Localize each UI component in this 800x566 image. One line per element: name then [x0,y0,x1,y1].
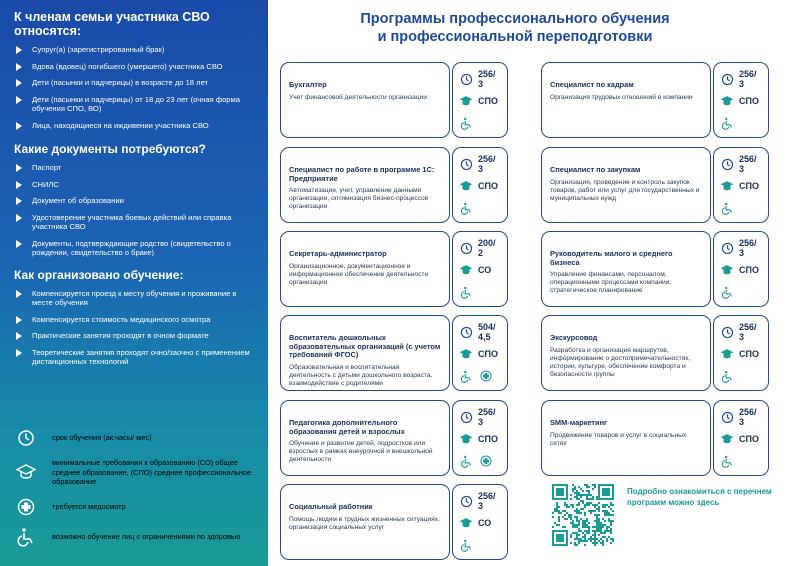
docs-heading: Какие документы потребуются? [14,142,206,156]
graduation-cap-icon [459,432,473,446]
legend [14,428,259,557]
org-list [14,289,256,367]
legend-text: минимальные требования к образованию (СО) общее среднее образование, (СПО) среднее профессиональное образование [52,458,252,486]
clock-icon [720,72,734,86]
graduation-cap-icon [459,94,473,108]
list-item: Супруг(а) (зарегистрированный брак) [14,45,256,55]
list-item: Дети (пасынки и падчерицы) от 18 до 23 лет (очная форма обучения СПО, ВО) [14,95,256,114]
program-description: Продвижение товаров и услуг в социальных сетях [550,431,687,447]
program-name: Специалист по кадрам [550,80,634,89]
program-level: СО [478,265,492,275]
clock-icon [720,410,734,424]
arrow-icon [16,46,22,54]
program-name: Руководитель малого и среднего бизнеса [550,249,673,267]
program-info [713,400,769,476]
wheelchair-icon [459,538,473,552]
program-level: СПО [739,434,759,444]
program-level: СПО [478,96,498,106]
wheelchair-icon [720,454,734,468]
graduation-cap-icon [720,263,734,277]
list-item: Теоретические занятия проходят очно/заочно с применением дистанционных технологий [14,348,256,367]
clock-icon [459,410,473,424]
wheelchair-icon [459,454,473,468]
program-description: Разработка и организация маршрутов, информирование о достопримечательностях, истории, культуре, обеспечение комфорта и безопасности группы [550,346,691,378]
graduation-cap-icon [720,347,734,361]
program-duration: 256/ 3 [478,491,496,511]
clock-icon [720,157,734,171]
arrow-icon [16,332,22,340]
legend-item [14,458,259,487]
program-info [452,400,508,476]
clock-icon [459,241,473,255]
program-duration: 256/ 3 [478,154,496,174]
program-card [541,147,711,223]
program-info [713,147,769,223]
program-duration: 256/ 3 [739,238,757,258]
wheelchair-icon [720,285,734,299]
program-card [541,231,711,307]
program-description: Обучение и развитие детей, подростков или взрослых в рамках внеурочной и внешкольной деятельности [289,440,433,464]
program-level: СПО [739,96,759,106]
program-card [280,400,450,476]
org-heading: Как организовано обучение: [14,267,184,282]
list-item: Компенсируется стоимость медицинского осмотра [14,315,256,325]
clock-icon [720,241,734,255]
arrow-icon [16,214,22,222]
program-name: SMM-маркетинг [550,418,608,427]
medical-cross-icon [479,454,493,468]
clock-icon [459,325,473,339]
wheelchair-icon [14,527,38,547]
clock-icon [720,325,734,339]
arrow-icon [16,122,22,130]
program-name: Специалист по закупкам [550,165,641,174]
qr-code[interactable] [550,482,616,548]
legend-item [14,428,259,448]
program-card [280,62,450,138]
wheelchair-icon [720,369,734,383]
legend-item [14,497,259,517]
program-description: Управление финансами, персоналом, операционными процессами компании, стратегическое планирование [550,271,672,295]
program-card [280,231,450,307]
program-info [452,231,508,307]
list-item: Практические занятия проходят в очном формате [14,331,256,341]
arrow-icon [16,240,22,248]
list-item: Удостоверение участника боевых действий или справка участника СВО [14,213,256,232]
program-duration: 256/ 3 [739,407,757,427]
list-item: Документы, подтверждающие родство (свидетельство о рождении, свидетельство о браке) [14,239,256,258]
program-card [280,484,450,560]
program-name: Педагогика дополнительного образования детей и взрослых [289,418,405,436]
program-name: Воспитатель дошкольных образовательных организаций (с учетом требований ФГОС) [289,333,441,360]
program-card [280,147,450,223]
wheelchair-icon [459,201,473,215]
medical-cross-icon [479,369,493,383]
list-item: Компенсируется проезд к месту обучения и проживание в месте обучения [14,289,256,308]
program-info [452,315,508,391]
graduation-cap-icon [459,347,473,361]
arrow-icon [16,316,22,324]
list-item: Документ об образовании [14,196,256,206]
program-info [713,315,769,391]
program-info [452,147,508,223]
list-item: СНИЛС [14,180,256,190]
program-info [452,62,508,138]
medical-cross-icon [14,497,38,517]
program-description: Автоматизация, учет, управление данными организации, оптимизация бизнес-процессов организации [289,187,429,211]
qr-caption: Подробно ознакомиться с перечнем программ можно здесь [627,487,772,507]
arrow-icon [16,63,22,71]
program-name: Секретарь-администратор [289,249,387,258]
program-level: СПО [739,181,759,191]
legend-text: возможно обучение лиц с ограничениями по здоровью [52,531,241,541]
program-description: Организация трудовых отношений в компании [550,93,693,101]
program-duration: 504/ 4,5 [478,322,496,342]
graduation-cap-icon [459,263,473,277]
wheelchair-icon [720,201,734,215]
program-info [713,231,769,307]
clock-icon [459,157,473,171]
program-name: Социальный работник [289,502,373,511]
wheelchair-icon [459,369,473,383]
program-name: Специалист по работе в программе 1С: Предприятие [289,165,435,183]
legend-text: срок обучения (ак.часы/ мес) [52,433,152,443]
program-duration: 256/ 3 [478,69,496,89]
program-name: Бухгалтер [289,80,327,89]
wheelchair-icon [720,116,734,130]
program-description: Помощь людям в трудных жизненных ситуациях, организация социальных услуг [289,515,440,531]
program-info [713,62,769,138]
arrow-icon [16,349,22,357]
program-description: Организация, проведение и контроль закупок товаров, работ или услуг для государственных и муниципальных нужд [550,178,700,202]
program-card [280,315,450,391]
program-level: СПО [478,349,498,359]
program-level: СПО [478,434,498,444]
program-name: Экскурсовод [550,333,598,342]
arrow-icon [16,290,22,298]
wheelchair-icon [459,116,473,130]
wheelchair-icon [459,285,473,299]
graduation-cap-icon [14,462,38,482]
graduation-cap-icon [459,516,473,530]
graduation-cap-icon [720,179,734,193]
program-level: СПО [739,265,759,275]
list-item: Дети (пасынки и падчерицы) в возрасте до 18 лет [14,78,256,88]
graduation-cap-icon [720,94,734,108]
family-list [14,45,256,130]
arrow-icon [16,79,22,87]
program-card [541,62,711,138]
program-level: СПО [478,181,498,191]
legend-text: требуется медосмотр [52,501,126,511]
arrow-icon [16,96,22,104]
program-duration: 256/ 3 [739,322,757,342]
program-info [452,484,508,560]
clock-icon [459,72,473,86]
docs-list [14,163,256,258]
program-duration: 200/ 2 [478,238,496,258]
arrow-icon [16,197,22,205]
program-description: Образовательная и воспитательная деятельность с детьми дошкольного возраста, взаимодействие с родителями [289,363,433,387]
clock-icon [14,428,38,448]
family-heading: К членам семьи участника СВО относятся: [14,10,210,38]
program-duration: 256/ 3 [739,154,757,174]
arrow-icon [16,181,22,189]
arrow-icon [16,164,22,172]
program-description: Учет финансовой деятельности организации [289,93,427,101]
page-title: Программы профессионального обучения и профессиональной переподготовки [360,11,670,45]
program-level: СПО [739,349,759,359]
program-description: Организационное, документационное и информационное обеспечение деятельности организации [289,262,429,286]
program-level: СО [478,518,492,528]
program-duration: 256/ 3 [739,69,757,89]
program-card [541,315,711,391]
graduation-cap-icon [459,179,473,193]
graduation-cap-icon [720,432,734,446]
list-item: Вдова (вдовец) погибшего (умершего) участника СВО [14,62,256,72]
program-card [541,400,711,476]
list-item: Паспорт [14,163,256,173]
list-item: Лица, находящиеся на иждивении участника СВО [14,121,256,131]
clock-icon [459,494,473,508]
legend-item [14,527,259,547]
program-duration: 256/ 3 [478,407,496,427]
